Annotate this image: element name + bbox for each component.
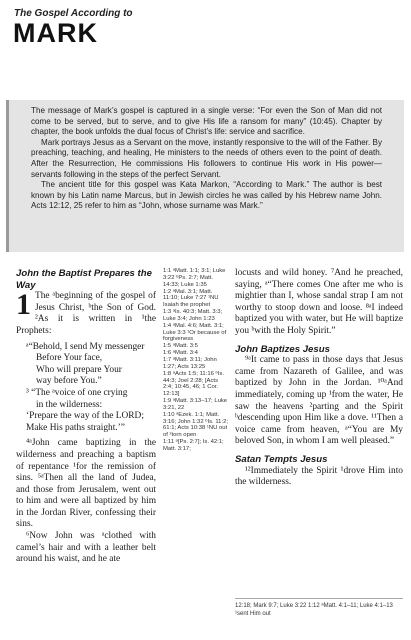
poetry-line: ‘Prepare the way of the LORD; — [26, 411, 144, 422]
intro-paragraph: The ancient title for this gospel was Kata Markon, “According to Mark.” The author is best known by his Latin name Marcus, but in Jewish circles he was called by his Hebrew name John. Acts 12:12, 25 refer to him as “John, whose surname was Mark.” — [31, 180, 382, 211]
footnote: 12:18; Mark 9:7; Luke 3:22 1:12 ᵃMatt. 4:1–11; Luke 4:1–13 ¹sent Him out — [235, 598, 403, 618]
book-subtitle: The Gospel According to — [14, 8, 133, 19]
poetry-line: ³ “The ᵃvoice of one crying — [26, 387, 128, 398]
poetry-line: Before Your face, — [36, 353, 103, 364]
left-column — [16, 268, 156, 566]
right-column — [235, 268, 403, 489]
cross-reference: 1:5 ᵃMatt. 3:5 — [163, 343, 198, 350]
chapter-number: 1 — [16, 288, 31, 322]
cross-reference: 1:6 ᵃMatt. 3:4 — [163, 350, 198, 357]
section-heading: John the Baptist Prepares the Way — [16, 268, 152, 291]
cross-reference: 1:1 ᵃMatt. 1:1; 3:1; Luke 3:22 ᵇPs. 2:7; Matt. 14:33; Luke 1:35 — [163, 268, 226, 288]
verse-paragraph: ⁴ᵃJohn came baptizing in the wilderness and preaching a baptism of repentance ¹for the remission of sins. ⁵ᵃThen all the land of Judea, and those from Jerusalem, went out to him and were all baptized by him in the Jordan River, confessing their sins. — [16, 438, 156, 530]
cross-reference: 1:9 ᵃMatt. 3:13–17; Luke 3:21, 22 — [163, 398, 228, 411]
poetry-line: Make His paths straight.’” — [26, 422, 125, 433]
cross-reference: 1:4 ᵃMal. 4:6; Matt. 3:1; Luke 3:3 ¹Or because of forgiveness — [163, 322, 227, 343]
cross-reference: 1:11 ᵃ[Ps. 2:7]; Is. 42:1; Matt. 3:17; — [163, 439, 224, 452]
poetry-line: in the wilderness: — [36, 399, 103, 410]
poetry-line: ᵃ“Behold, I send My messenger — [26, 341, 145, 352]
poetry-line: Who will prepare Your — [36, 364, 122, 375]
section-heading: Satan Tempts Jesus — [235, 453, 328, 465]
cross-reference: 1:7 ᵃMatt. 3:11; John 1:27; Acts 13:25 — [163, 356, 217, 370]
poetry-line: way before You.” — [36, 376, 102, 387]
verse-text: The ᵃbeginning of the gospel of Jesus Christ, ᵇthe Son of God. ²As it is written in ¹the Prophets: — [16, 291, 156, 336]
verse-paragraph — [16, 288, 156, 337]
cross-reference: 1:3 ᵃIs. 40:3; Matt. 3:3; Luke 3:4; John 1:23 — [163, 309, 223, 322]
poetry-block — [16, 342, 156, 435]
verse-paragraph: locusts and wild honey. ⁷And he preached, saying, ᵃ“There comes One after me who is mightier than I, whose sandal strap I am not worthy to stoop down and loose. ⁸ᵃI indeed baptized you with water, but He will baptize you ᵇwith the Holy Spirit.” — [235, 268, 403, 336]
section-heading: John Baptizes Jesus — [235, 343, 330, 355]
verse-paragraph: ⁹ᵃIt came to pass in those days that Jesus came from Nazareth of Galilee, and was baptized by John in the Jordan. ¹⁰ᵃAnd immediately, coming up ¹from the water, He saw the heavens ²parting and the Spirit ᵇdescending upon Him like a dove. ¹¹Then a voice came from heaven, ᵃ“You are My beloved Son, in whom I am well pleased.” — [235, 355, 403, 447]
intro-paragraph: The message of Mark’s gospel is captured in a single verse: “For even the Son of Man did not come to be served, but to serve, and to give His life a ransom for many” (10:45). Chapter by chapter, the book unfolds the dual focus of Christ’s life: service and sacrifice. — [31, 106, 382, 137]
verse-paragraph: ¹²Immediately the Spirit ¹drove Him into the wilderness. — [235, 465, 403, 488]
intro-paragraph: Mark portrays Jesus as a Servant on the move, instantly responsive to the will of the Father. By preaching, teaching, and healing, He ministers to the needs of others even to the point of death. After the Resurrection, He commissions His followers to continue His work in His power—servants following in the steps of the perfect Servant. — [31, 137, 382, 179]
intro-box — [6, 100, 404, 252]
cross-reference-column — [163, 268, 229, 453]
cross-reference: 1:2 ᵃMal. 3:1; Matt. 11:10; Luke 7:27 ¹NU Isaiah the prophet — [163, 288, 219, 309]
cross-reference: 1:10 ᵃEzek. 1:1; Matt. 3:16; John 1:32 ᵇIs. 11:2; 61:1; Acts 10:38 ¹NU out of ²torn open — [163, 411, 228, 439]
cross-reference: 1:8 ᵃActs 1:5; 11:16 ᵇIs. 44:3; Joel 2:28; [Acts 2:4; 10:45, 46; 1 Cor. 12:13] — [163, 370, 224, 398]
verse-paragraph: ⁶Now John was ᵃclothed with camel’s hair and with a leather belt around his waist, and he ate — [16, 531, 156, 565]
book-title: MARK — [13, 18, 98, 48]
